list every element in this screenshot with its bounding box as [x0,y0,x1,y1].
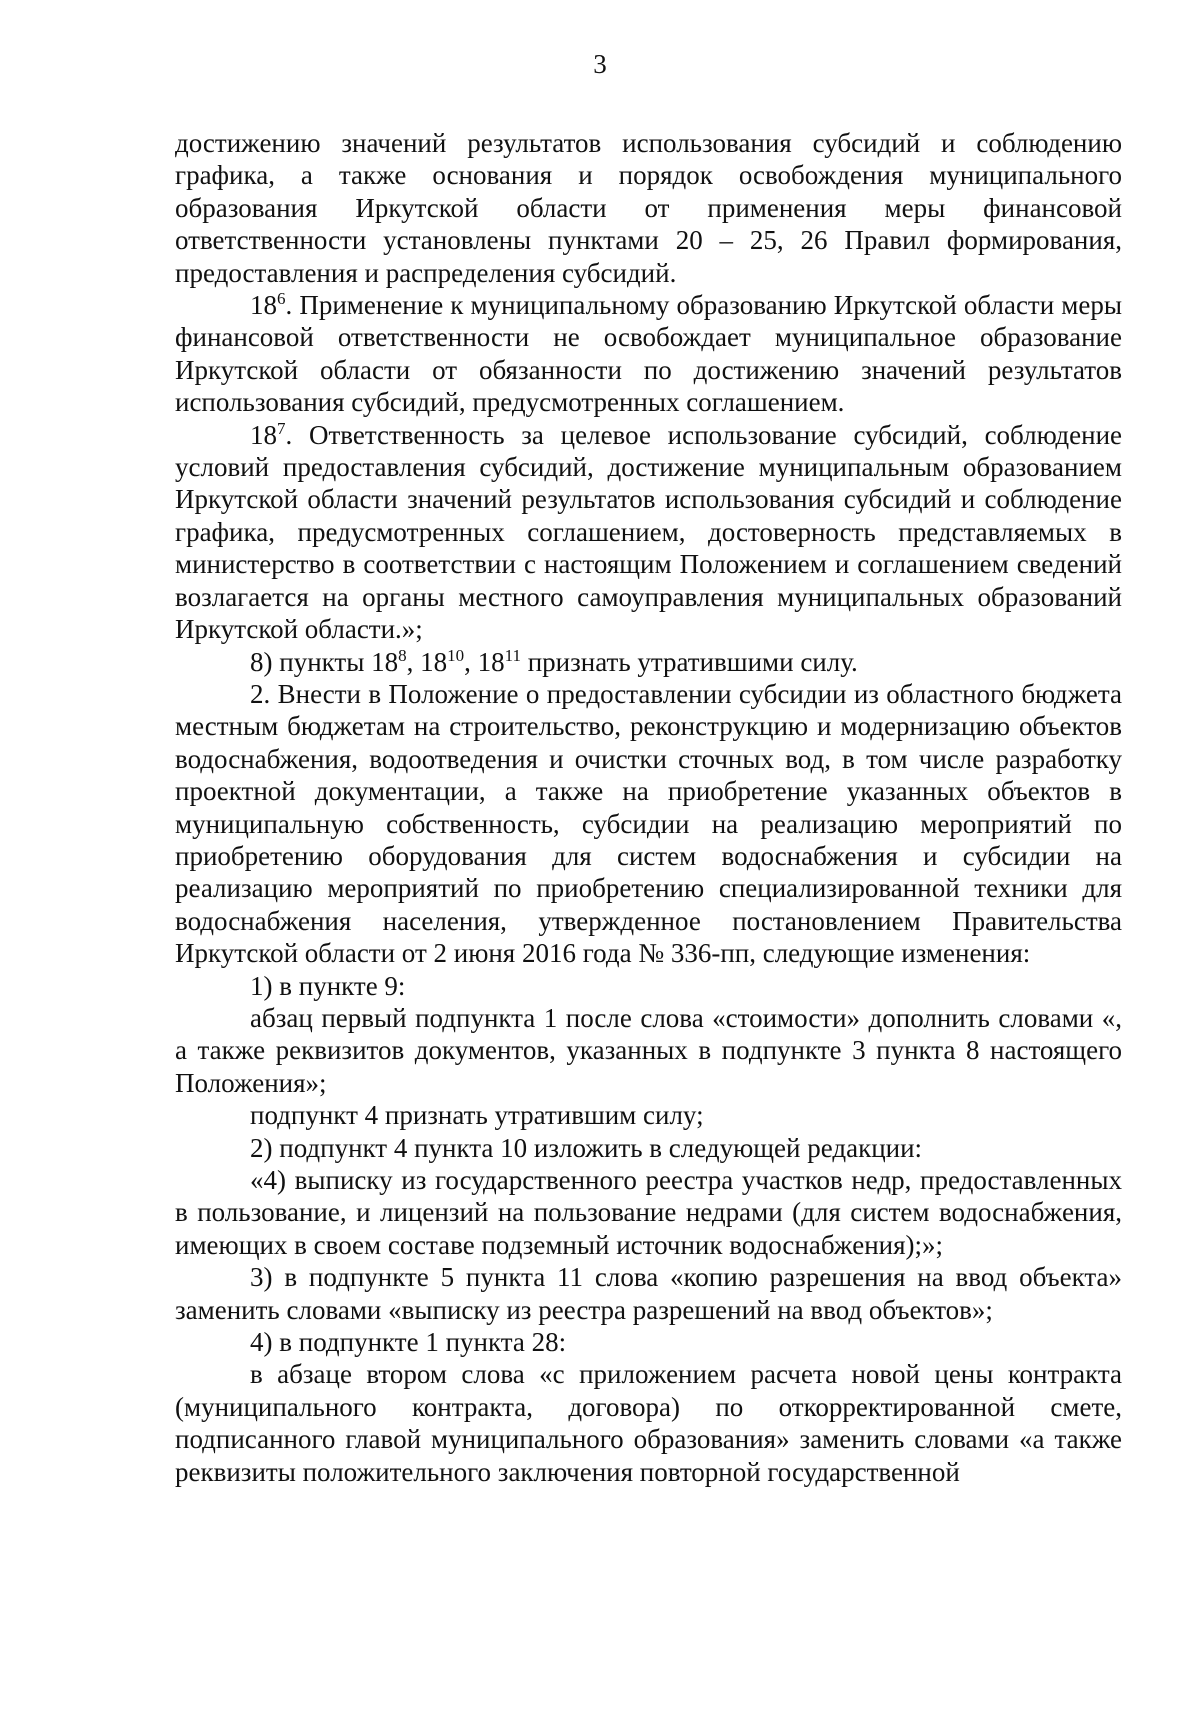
paragraph-text: признать утратившими силу. [520,646,858,677]
clause-superscript: 6 [277,289,286,309]
paragraph-text: , 18 [464,646,505,677]
clause-superscript: 7 [277,418,286,438]
paragraph-item-2 [175,1132,1122,1164]
paragraph-text: 1) в пункте 9: [250,970,406,1001]
paragraph-text: 2) подпункт 4 пункта 10 изложить в следующей редакции: [250,1132,923,1163]
paragraph-18-7 [175,419,1122,646]
clause-superscript: 8 [398,645,407,665]
paragraph-abzac-second [175,1358,1122,1488]
clause-superscript: 10 [447,645,465,665]
document-body [175,127,1122,1488]
page-number: 3 [593,49,607,79]
paragraph-18-6 [175,289,1122,419]
paragraph-quote-4 [175,1164,1122,1261]
paragraph-continuation [175,127,1122,289]
clause-number: 18 [250,290,277,321]
paragraph-text: 2. Внести в Положение о предоставлении субсидии из областного бюджета местным бюджетам на строительство, реконструкцию и модернизацию объектов водоснабжения, водоотведения и очистки сточных вод, в том числе разработку проектной документации, а также на приобретение указанных объектов в муниципальную собственность, субсидии на реализацию мероприятий по приобретению оборудования для систем водоснабжения и субсидии на реализацию мероприятий по приобретению специализированной техники для водоснабжения населения, утвержденное постановлением Правительства Иркутской области от 2 июня 2016 года № 336-пп, следующие изменения: [175,678,1122,969]
paragraph-item-1 [175,970,1122,1002]
clause-number: 18 [250,419,277,450]
paragraph-podpunkt-4 [175,1099,1122,1131]
paragraph-text: абзац первый подпункта 1 после слова «стоимости» дополнить словами «, а также реквизитов документов, указанных в подпункте 3 пункта 8 настоящего Положения»; [175,1002,1122,1098]
paragraph-text: . Ответственность за целевое использование субсидий, соблюдение условий предоставления субсидий, достижение муниципальным образованием Иркутской области значений результатов использования субсидий и соблюдение графика, предусмотренных соглашением, достоверность представляемых в министерство в соответствии с настоящим Положением и соглашением сведений возлагается на органы местного самоуправления муниципальных образований Иркутской области.»; [175,419,1122,645]
paragraph-text: «4) выписку из государственного реестра участков недр, предоставленных в пользование, и лицензий на пользование недрами (для систем водоснабжения, имеющих в своем составе подземный источник водоснабжения);»; [175,1165,1122,1260]
paragraph-item-4 [175,1326,1122,1358]
paragraph-text: 8) пункты 18 [250,646,399,677]
paragraph-text: в абзаце втором слова «с приложением расчета новой цены контракта (муниципального контракта, договора) по откорректированной смете, подписанного главой муниципального образования» заменить словами «а также реквизиты положительного заключения повторной государственной [175,1359,1122,1487]
paragraph-text: 3) в подпункте 5 пункта 11 слова «копию разрешения на ввод объекта» заменить словами «выписку из реестра разрешений на ввод объектов»; [175,1262,1122,1325]
paragraph-item-3 [175,1261,1122,1326]
paragraph-text: подпункт 4 признать утратившим силу; [250,1100,704,1131]
paragraph-abzac-first [175,1002,1122,1099]
paragraph-text: , 18 [406,646,448,677]
paragraph-section-2 [175,678,1122,970]
clause-superscript: 11 [504,645,521,665]
paragraph-text: . Применение к муниципальному образованию Иркутской области меры финансовой ответственности не освобождает муниципальное образование Иркутской области от обязанности по достижению значений результатов использования субсидий, предусмотренных соглашением. [175,290,1122,418]
paragraph-text: достижению значений результатов использования субсидий и соблюдению графика, а также основания и порядок освобождения муниципального образования Иркутской области от применения меры финансовой ответственности установлены пунктами 20 – 25, 26 Правил формирования, предоставления и распределения субсидий. [175,128,1122,288]
paragraph-item-8 [175,646,1122,678]
paragraph-text: 4) в подпункте 1 пункта 28: [250,1327,567,1358]
